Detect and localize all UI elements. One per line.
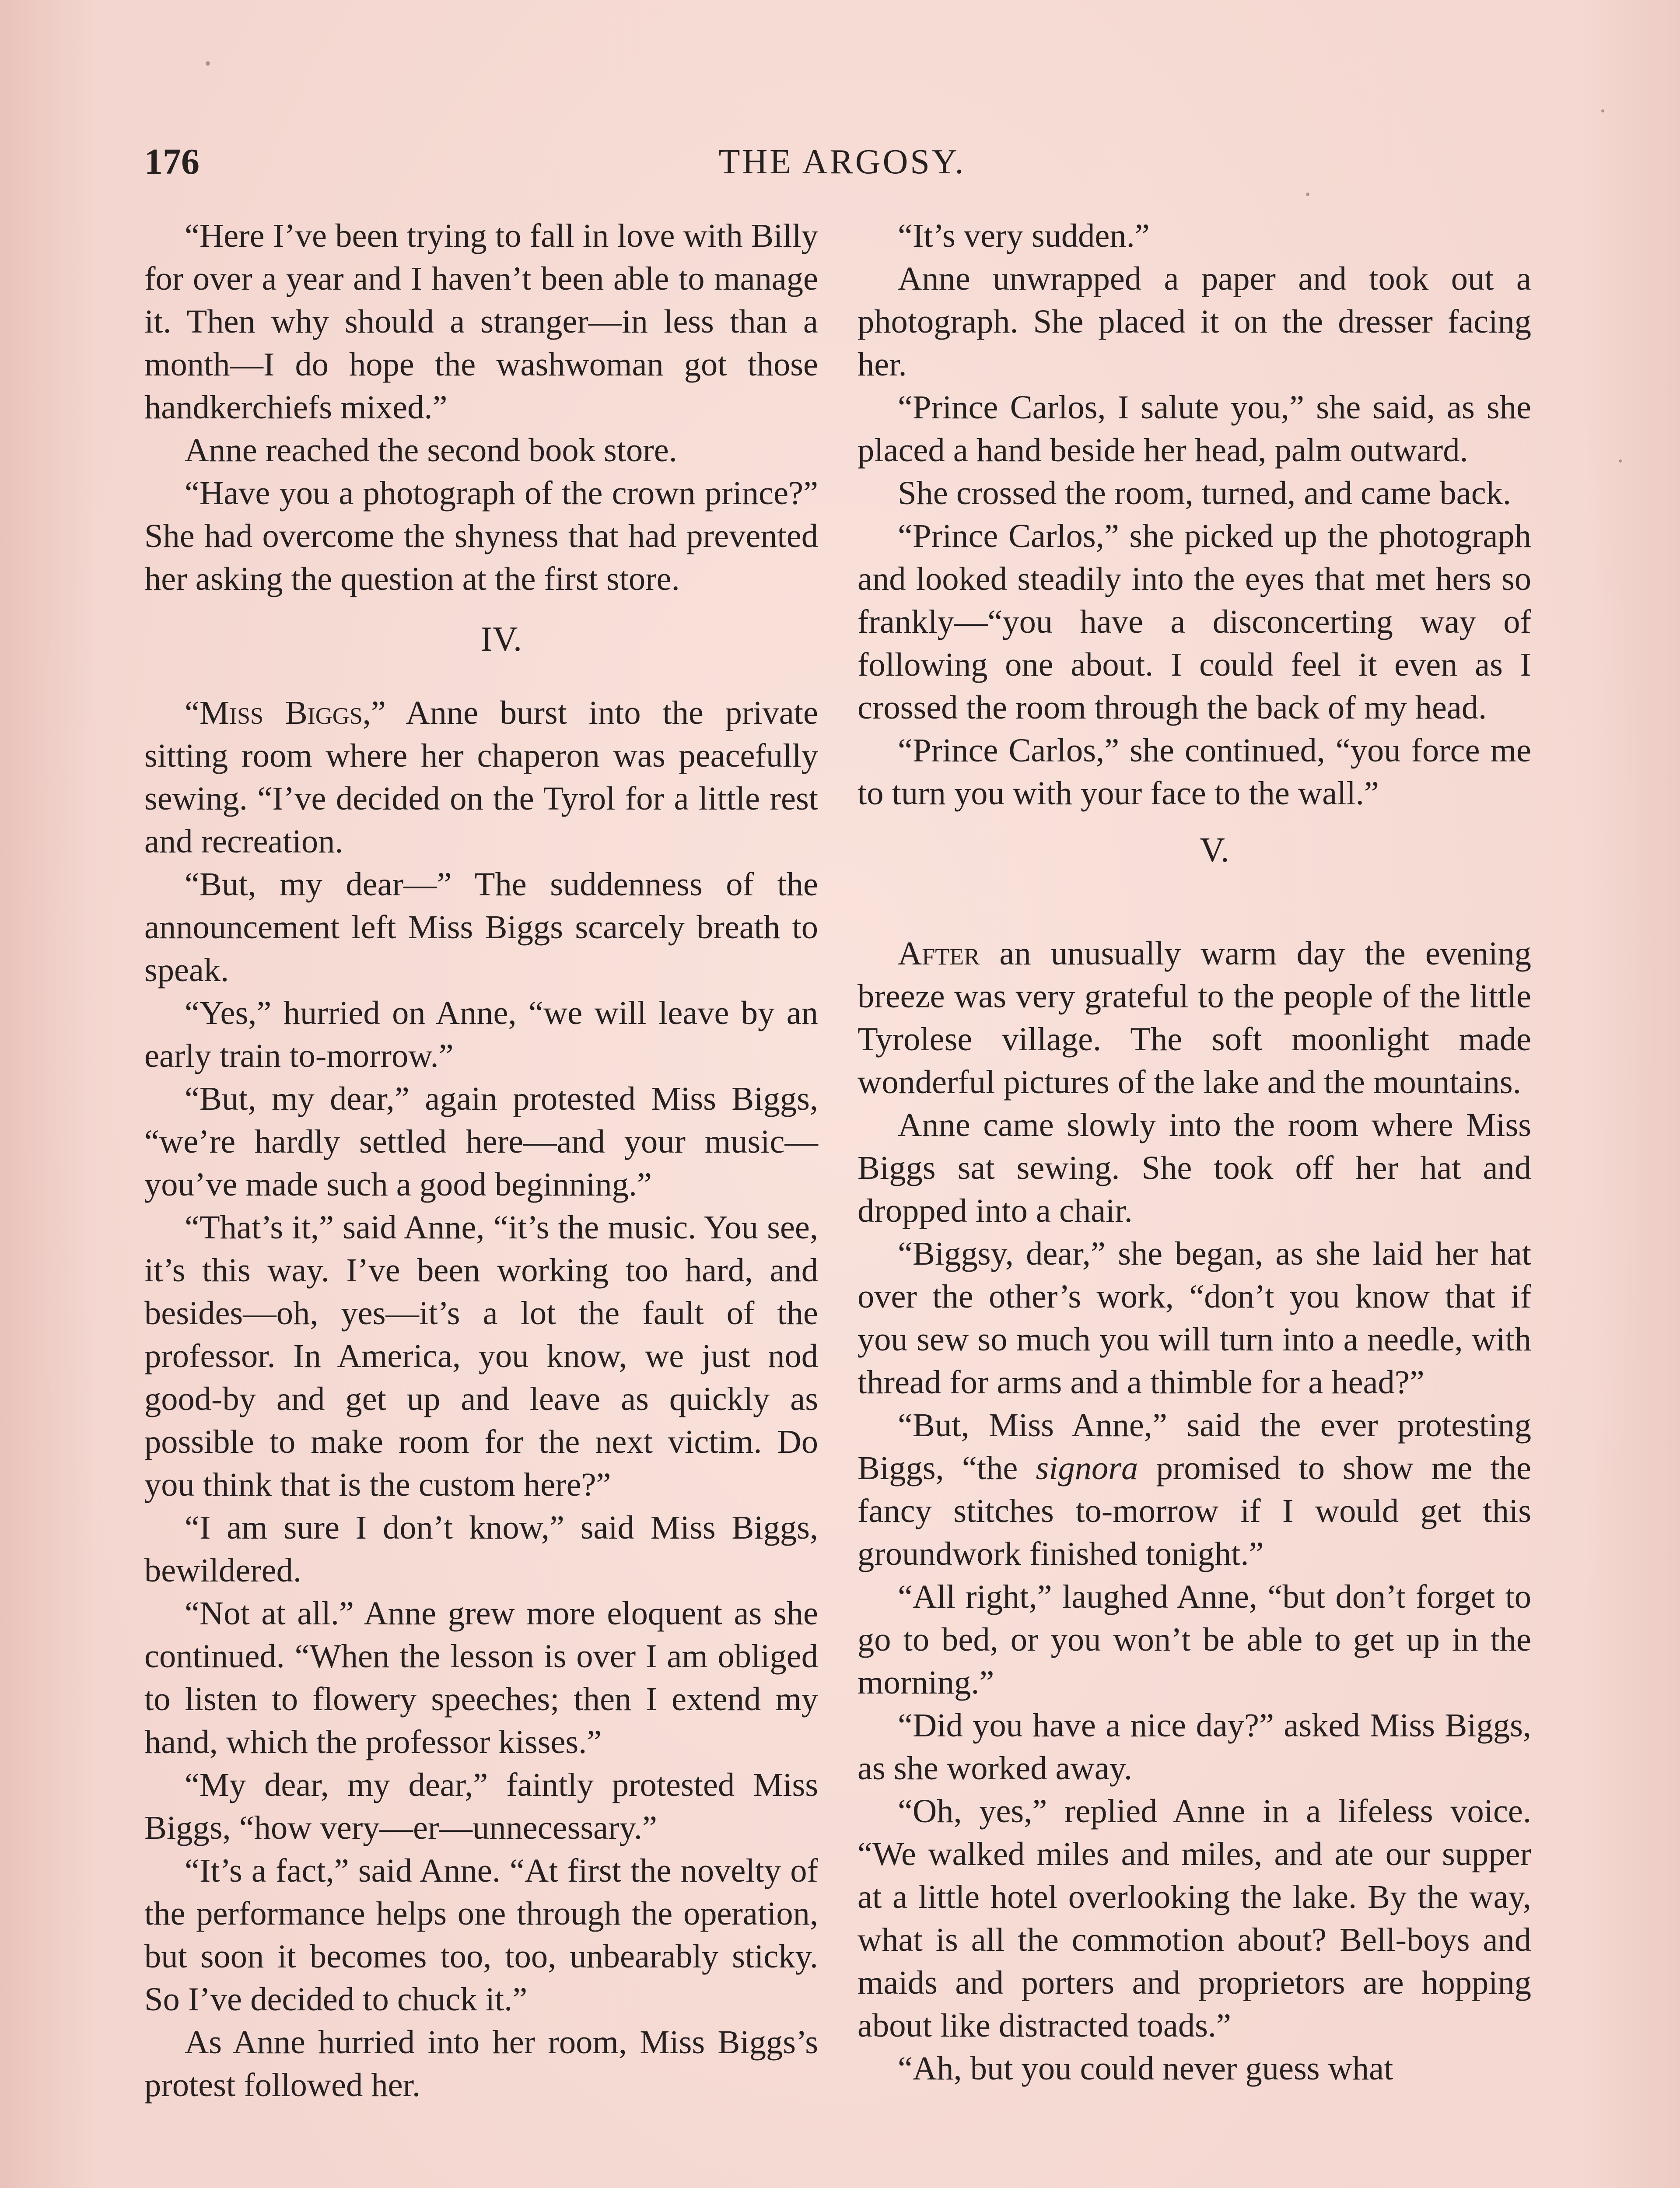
paragraph: “Did you have a nice day?” asked Miss Biggs, as she worked away. bbox=[858, 1707, 1531, 1787]
paragraph: “It’s a fact,” said Anne. “At first the novelty of the performance helps one through the operation, but soon it becomes too, too, unbearably sticky. So I’ve decided to chuck it.” bbox=[144, 1852, 818, 2018]
small-caps-lead: After bbox=[898, 935, 980, 972]
right-column bbox=[858, 214, 1531, 2090]
paragraph: “All right,” laughed Anne, “but don’t forget to go to bed, or you won’t be able to get up in the morning.” bbox=[858, 1578, 1531, 1701]
paragraph: “Prince Carlos,” she picked up the photograph and looked steadily into the eyes that met hers so frankly—“you have a disconcerting way of following one about. I could feel it even as I crossed the room through the back of my head. bbox=[858, 517, 1531, 726]
paragraph: She crossed the room, turned, and came back. bbox=[898, 474, 1512, 512]
paragraph: Anne reached the second book store. bbox=[185, 431, 677, 469]
section-heading-iv: IV. bbox=[480, 620, 522, 659]
paragraph: “I am sure I don’t know,” said Miss Biggs, bewildered. bbox=[144, 1509, 818, 1589]
page-number: 176 bbox=[144, 141, 200, 182]
paragraph: Anne unwrapped a paper and took out a photograph. She placed it on the dresser facing her. bbox=[858, 260, 1531, 383]
paragraph: Anne came slowly into the room where Miss Biggs sat sewing. She took off her hat and dropped into a chair. bbox=[858, 1106, 1531, 1229]
running-head bbox=[144, 138, 1540, 186]
paragraph: “Prince Carlos,” she continued, “you force me to turn you with your face to the wall.” bbox=[858, 732, 1531, 812]
paragraph: “Ah, but you could never guess what bbox=[898, 2050, 1393, 2087]
paragraph: “Prince Carlos, I salute you,” she said, as she placed a hand beside her head, palm outward. bbox=[858, 389, 1531, 469]
paragraph-text: an unusually warm day the evening breeze was very grateful to the people of the little Tyrolese village. The soft moonlight made wonderful pictures of the lake and the mountains. bbox=[858, 935, 1531, 1101]
paragraph: “Oh, yes,” replied Anne in a lifeless voice. “We walked miles and miles, and ate our supper at a little hotel overlooking the lake. By the way, what is all the commotion about? Bell-boys and maids and porters and proprietors are hopping about like distracted toads.” bbox=[858, 1792, 1531, 2044]
paragraph bbox=[858, 932, 1531, 1104]
paragraph: As Anne hurried into her room, Miss Biggs’s protest followed her. bbox=[144, 2023, 818, 2104]
paragraph: “It’s very sudden.” bbox=[898, 217, 1150, 254]
paragraph: “Not at all.” Anne grew more eloquent as she continued. “When the lesson is over I am obliged to listen to flowery speeches; then I extend my hand, which the professor kisses.” bbox=[144, 1595, 818, 1760]
paper-speck bbox=[1601, 109, 1604, 112]
paragraph: “Biggsy, dear,” she began, as she laid her hat over the other’s work, “don’t you know that if you sew so much you will turn into a needle, with thread for arms and a thimble for a head?” bbox=[858, 1235, 1531, 1401]
left-column bbox=[144, 214, 818, 2107]
paper-speck bbox=[1306, 193, 1309, 196]
paragraph bbox=[144, 691, 818, 863]
paragraph bbox=[858, 1404, 1531, 1575]
paragraph: “Yes,” hurried on Anne, “we will leave by an early train to-morrow.” bbox=[144, 994, 818, 1074]
paper-speck bbox=[206, 61, 210, 66]
small-caps-lead: “Miss Biggs, bbox=[185, 694, 371, 731]
paragraph: “But, my dear,” again protested Miss Biggs, “we’re hardly settled here—and your music—you’ve made such a good beginning.” bbox=[144, 1080, 818, 1203]
paragraph-text: ” Anne burst into the private sitting room where her chaperon was peacefully sewing. “I’ve decided on the Tyrol for a little rest and recreation. bbox=[144, 694, 818, 860]
paragraph-text: “But, Miss Anne,” said the ever protesting Biggs, “the bbox=[858, 1406, 1531, 1487]
magazine-title: THE ARGOSY. bbox=[718, 143, 966, 181]
paragraph: “Have you a photograph of the crown prince?” She had overcome the shyness that had prevented her asking the question at the first store. bbox=[144, 474, 818, 597]
section-heading-v: V. bbox=[1200, 831, 1229, 870]
paragraph: “My dear, my dear,” faintly protested Miss Biggs, “how very—er—unnecessary.” bbox=[144, 1766, 818, 1846]
paragraph: “Here I’ve been trying to fall in love with Billy for over a year and I haven’t been able to manage it. Then why should a stranger—in less than a month—I do hope the washwoman got those handkerchiefs mixed.” bbox=[144, 217, 818, 426]
paragraph-text: promised to show me the fancy stitches to-morrow if I would get this groundwork finished tonight.” bbox=[858, 1449, 1531, 1572]
italic-word: signora bbox=[1036, 1449, 1138, 1487]
paragraph: “That’s it,” said Anne, “it’s the music. You see, it’s this way. I’ve been working too hard, and besides—oh, yes—it’s a lot the fault of the professor. In America, you know, we just nod good-by and get up and leave as quickly as possible to make room for the next victim. Do you think that is the custom here?” bbox=[144, 1209, 818, 1503]
paragraph: “But, my dear—” The suddenness of the announcement left Miss Biggs scarcely breath to speak. bbox=[144, 866, 818, 989]
paper-speck bbox=[1619, 459, 1622, 463]
